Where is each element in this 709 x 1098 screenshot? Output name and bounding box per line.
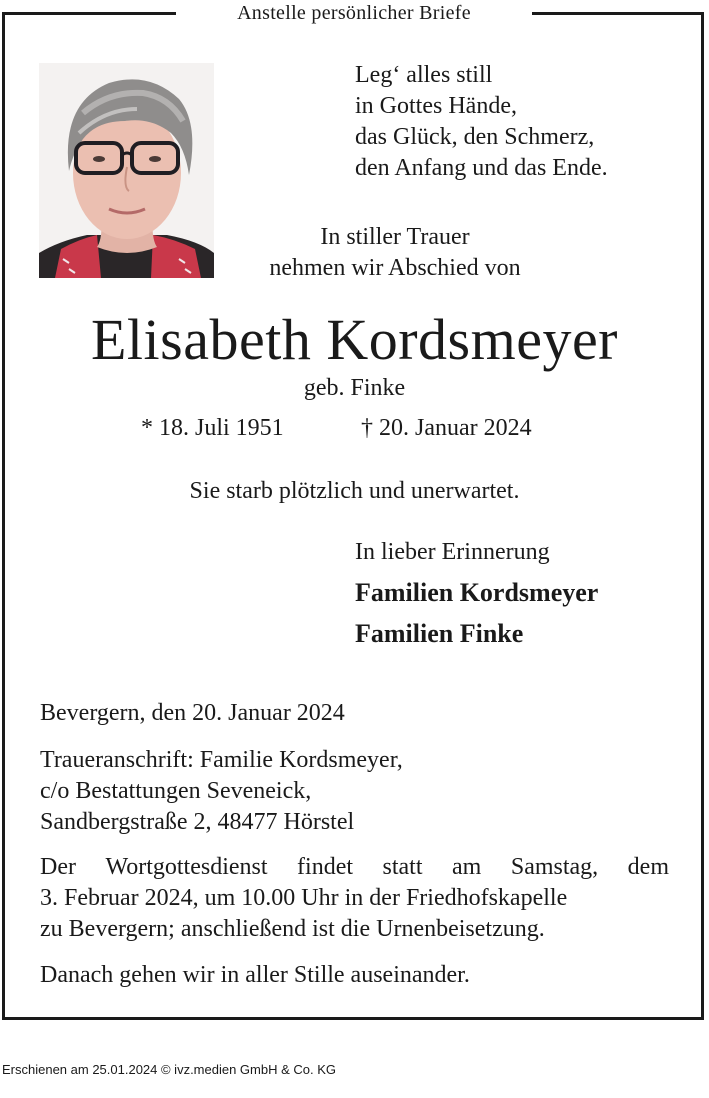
maiden-name: geb. Finke xyxy=(303,375,406,401)
closing-line: Danach gehen wir in aller Stille auseinander. xyxy=(40,962,470,988)
death-date: † 20. Januar 2024 xyxy=(361,415,532,441)
mourning-address xyxy=(40,745,669,838)
place-date: Bevergern, den 20. Januar 2024 xyxy=(40,700,345,726)
portrait-image xyxy=(39,63,214,278)
service-word: Wortgottesdienst xyxy=(105,854,268,880)
deceased-name: Elisabeth Kordsmeyer xyxy=(90,307,618,372)
service-word: dem xyxy=(627,854,669,880)
publication-footer: Erschienen am 25.01.2024 © ivz.medien GmbH & Co. KG xyxy=(2,1062,337,1077)
service-word: statt xyxy=(382,854,423,880)
mourners-intro: In lieber Erinnerung xyxy=(355,539,550,565)
poem xyxy=(355,60,608,184)
address-line: Traueranschrift: Familie Kordsmeyer, xyxy=(40,747,403,773)
intro-line: In stiller Trauer xyxy=(320,224,470,250)
service-word: Der xyxy=(40,854,76,880)
birth-date: * 18. Juli 1951 xyxy=(141,415,284,441)
death-cause: Sie starb plötzlich und unerwartet. xyxy=(189,478,520,504)
family-name: Familien Finke xyxy=(355,619,524,648)
header-label: Anstelle persönlicher Briefe xyxy=(176,0,532,26)
portrait-photo xyxy=(39,63,214,278)
service-info xyxy=(40,852,669,945)
poem-line: den Anfang und das Ende. xyxy=(355,155,608,181)
intro-line: nehmen wir Abschied von xyxy=(269,255,521,281)
service-line xyxy=(40,852,669,883)
mourning-intro xyxy=(200,222,590,284)
service-word: findet xyxy=(297,854,354,880)
poem-line: in Gottes Hände, xyxy=(355,93,517,119)
service-line: zu Bevergern; anschließend ist die Urnenbeisetzung. xyxy=(40,916,545,942)
service-line: 3. Februar 2024, um 10.00 Uhr in der Friedhofskapelle xyxy=(40,885,568,911)
address-line: c/o Bestattungen Seveneick, xyxy=(40,778,312,804)
service-word: Samstag, xyxy=(510,854,599,880)
service-word: am xyxy=(452,854,482,880)
family-name: Familien Kordsmeyer xyxy=(355,578,599,607)
poem-line: das Glück, den Schmerz, xyxy=(355,124,595,150)
poem-line: Leg‘ alles still xyxy=(355,62,493,88)
address-line: Sandbergstraße 2, 48477 Hörstel xyxy=(40,809,355,835)
